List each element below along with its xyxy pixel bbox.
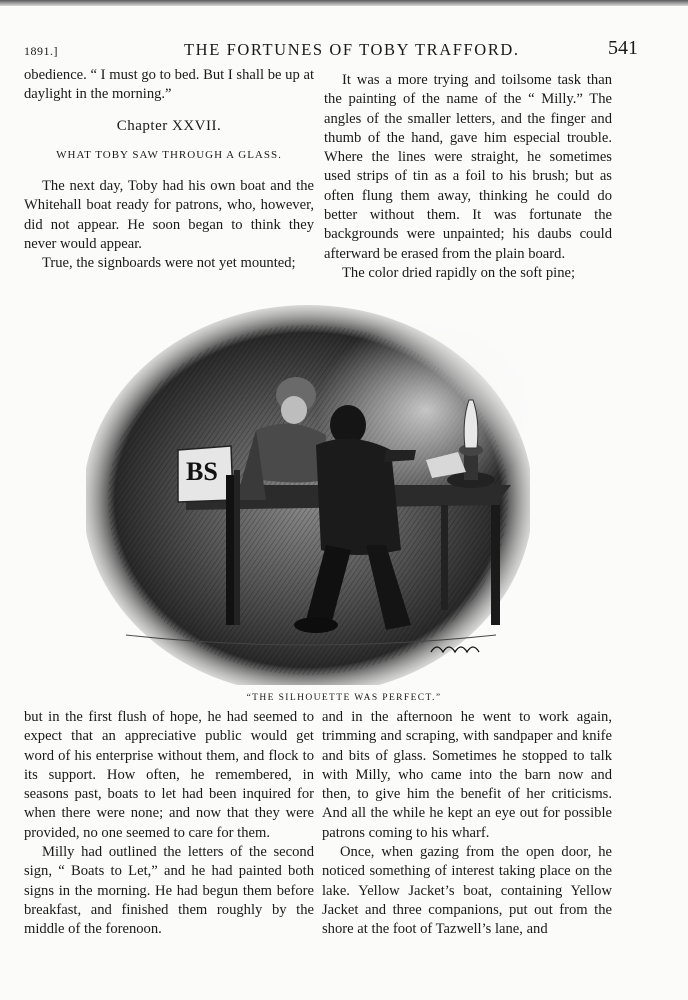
paragraph: Milly had outlined the letters of the second sign, “ Boats to Let,” and he had painted both signs in the morning. He had begun them before breakfast, and finished them roughly by the middle of the forenoon. (24, 844, 314, 938)
sign-letters: BS (186, 457, 218, 486)
table-leg (441, 505, 448, 610)
paragraph: Once, when gazing from the open door, he noticed something of interest taking place on the lake. Yellow Jacket’s boat, containing Yellow Jacket and three companions, put out from the shore at the foot of Tazwell’s lane, and (322, 844, 612, 938)
paragraph: but in the first flush of hope, he had seemed to expect that an appreciative public would get word of his enterprise without them, and flock to its support. How often, he remembered, in seasons past, boats to let had been inquired for when there were none; and now that they were provided, no one seemed to care for them. (24, 709, 314, 841)
paragraph: The color dried rapidly on the soft pine; (342, 264, 576, 281)
chapter-title: Chapter XXVII. (116, 117, 222, 134)
running-head-date: 1891.] (24, 44, 58, 58)
paragraph: and in the afternoon he went to work again, trimming and scraping, with sandpaper and knife and bits of glass. Sometimes he stopped to talk with Milly, who came into the barn now and then, to give him the benefit of her criticisms. And all the while he kept an eye out for possible patrons coming to his wharf. (322, 709, 612, 841)
running-head-title: THE FORTUNES OF TOBY TRAFFORD. (184, 40, 520, 59)
paragraph: True, the signboards were not yet mounted; (42, 255, 296, 272)
left-column-bottom (24, 708, 314, 940)
running-head (24, 37, 664, 64)
paragraph: obedience. “ I must go to bed. But I shall be up at daylight in the morning.” (24, 67, 314, 103)
paragraph: It was a more trying and toilsome task than the painting of the name of the “ Milly.” The angles of the smaller letters, and the finger and thumb of the hand, gave him especial trouble. Where the lines were straight, he sometimes used strips of tin as a foil to his brush; but as often flung them away, thinking he could do better without them. It was fortunate the backgrounds were unpainted; his daubs could afterward be erased from the plain board. (324, 72, 612, 262)
chair (226, 470, 240, 625)
left-column-top (24, 66, 314, 274)
table-leg (491, 505, 500, 625)
page-top-edge (0, 0, 688, 6)
engraving-svg (86, 300, 530, 685)
engraving-illustration (86, 300, 530, 685)
signboard (178, 446, 233, 502)
illustration-caption: “THE SILHOUETTE WAS PERFECT.” (246, 693, 442, 703)
right-column-bottom (322, 708, 612, 940)
chapter-subtitle: WHAT TOBY SAW THROUGH A GLASS. (56, 148, 282, 161)
right-column-top (324, 71, 612, 283)
paragraph: The next day, Toby had his own boat and the Whitehall boat ready for patrons, who, however, did not appear. He soon began to think they never would appear. (24, 178, 314, 253)
page-number: 541 (608, 37, 638, 59)
